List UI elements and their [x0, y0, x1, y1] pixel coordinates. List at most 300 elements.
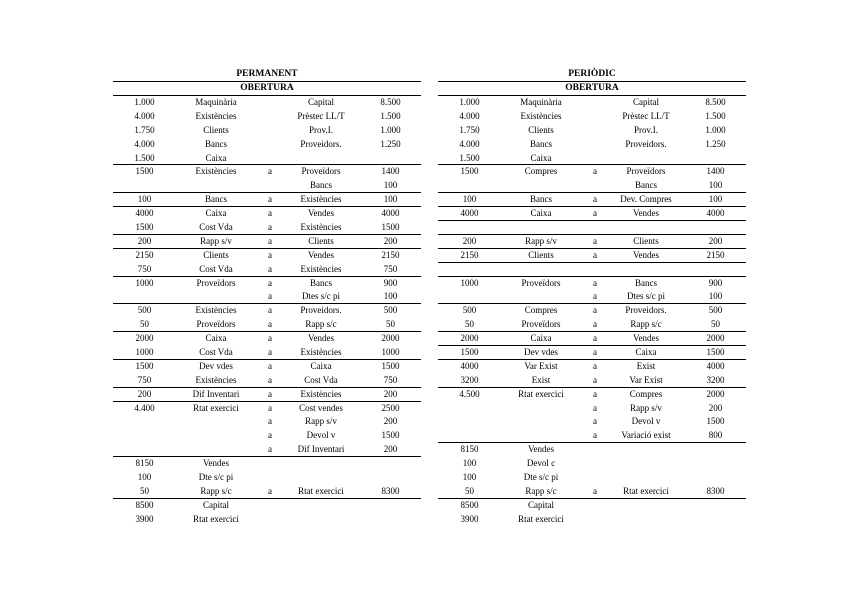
debit-amount: 1.000 — [134, 97, 155, 107]
table-row — [438, 207, 746, 221]
credit-account: Devol v — [306, 430, 336, 441]
debit-amount: 1500 — [135, 360, 154, 371]
credit-amount: 4000 — [381, 208, 400, 219]
credit-amount: 800 — [708, 430, 723, 441]
debit-account: Exist — [531, 374, 551, 385]
debit-account: Caixa — [205, 333, 227, 344]
table-row — [113, 152, 421, 166]
credit-amount: 100 — [708, 180, 723, 191]
debit-amount: 750 — [137, 374, 152, 385]
table-row — [438, 193, 746, 207]
debit-amount: 1.500 — [459, 152, 480, 163]
credit-amount: 500 — [708, 305, 723, 316]
link-word: a — [268, 277, 272, 288]
credit-amount: 1.000 — [380, 124, 401, 135]
table-row — [438, 346, 746, 360]
debit-amount: 1500 — [460, 347, 479, 358]
credit-amount: 100 — [708, 194, 723, 205]
debit-account: Vendes — [203, 458, 229, 469]
debit-account: Capital — [528, 499, 554, 510]
debit-amount: 4.000 — [134, 110, 155, 121]
credit-amount: 4000 — [706, 360, 725, 371]
table-row — [438, 165, 746, 179]
table-row — [113, 96, 421, 110]
table-row — [438, 499, 746, 513]
credit-account: Prèstec LL/T — [297, 110, 345, 121]
credit-account: Vendes — [308, 249, 334, 260]
debit-account: Bancs — [205, 138, 227, 149]
credit-account: Dtes s/c pi — [627, 291, 665, 302]
credit-amount: 200 — [383, 388, 398, 399]
credit-account: Existències — [300, 194, 342, 205]
table-row — [113, 346, 421, 360]
credit-account: Bancs — [310, 180, 332, 191]
debit-amount: 3900 — [135, 513, 154, 524]
table-row — [438, 179, 746, 193]
link-word: a — [593, 416, 597, 427]
link-word: a — [268, 305, 272, 316]
debit-amount: 1.500 — [134, 152, 155, 163]
link-word: a — [268, 208, 272, 219]
debit-account: Var Exist — [524, 360, 558, 371]
debit-amount: 8500 — [460, 499, 479, 510]
table-row — [113, 457, 421, 471]
credit-account: Clients — [308, 235, 334, 246]
credit-account: Exist — [636, 360, 656, 371]
debit-amount: 2000 — [460, 333, 479, 344]
credit-amount: 200 — [708, 402, 723, 413]
table-row — [438, 318, 746, 332]
table-row — [438, 457, 746, 471]
table-row — [438, 263, 746, 277]
credit-account: Vendes — [308, 208, 334, 219]
debit-account: Bancs — [205, 194, 227, 205]
link-word: a — [593, 319, 597, 330]
credit-account: Compres — [629, 388, 663, 399]
link-word: a — [593, 235, 597, 246]
credit-account: Proveidors. — [300, 305, 342, 316]
credit-amount: 100 — [383, 180, 398, 191]
table-row — [438, 388, 746, 402]
debit-amount: 1.750 — [459, 124, 480, 135]
debit-amount: 1500 — [460, 166, 479, 177]
credit-amount: 100 — [383, 291, 398, 302]
debit-account: Caixa — [205, 152, 227, 163]
credit-amount: 1.250 — [705, 138, 726, 149]
debit-account: Vendes — [528, 444, 554, 455]
debit-amount: 500 — [462, 305, 477, 316]
debit-account: Dev vdes — [524, 347, 558, 358]
credit-amount: 900 — [383, 277, 398, 288]
credit-account: Vendes — [633, 333, 659, 344]
credit-amount: 1500 — [706, 347, 725, 358]
credit-account: Rapp s/c — [630, 319, 662, 330]
link-word: a — [268, 388, 272, 399]
table-row — [113, 374, 421, 388]
table-row — [113, 332, 421, 346]
credit-account: Devol v — [631, 416, 661, 427]
debit-amount: 50 — [465, 485, 474, 496]
table-row — [113, 304, 421, 318]
debit-amount: 1.000 — [459, 97, 480, 107]
debit-account: Cost Vda — [199, 222, 233, 233]
table-row — [438, 332, 746, 346]
credit-account: Bancs — [635, 277, 657, 288]
debit-amount: 3900 — [460, 513, 479, 524]
credit-account: Clients — [633, 235, 659, 246]
table-row — [438, 138, 746, 152]
table-row — [113, 263, 421, 277]
debit-account: Maquinària — [520, 97, 562, 107]
credit-amount: 8300 — [706, 485, 725, 496]
credit-account: Vendes — [308, 333, 334, 344]
link-word: a — [268, 444, 272, 455]
debit-amount: 50 — [140, 319, 149, 330]
credit-account: Existències — [300, 347, 342, 358]
credit-account: Proveïdors — [301, 166, 341, 177]
credit-amount: 2000 — [706, 333, 725, 344]
debit-amount: 200 — [137, 388, 152, 399]
credit-account: Bancs — [310, 277, 332, 288]
credit-amount: 1500 — [706, 416, 725, 427]
credit-account: Rtat exercici — [623, 485, 669, 496]
table-row — [113, 402, 421, 416]
credit-amount: 4000 — [706, 208, 725, 219]
debit-account: Proveïdors — [521, 277, 561, 288]
link-word: a — [268, 416, 272, 427]
debit-account: Caixa — [530, 208, 552, 219]
link-word: a — [593, 305, 597, 316]
link-word: a — [268, 194, 272, 205]
table-row — [113, 193, 421, 207]
debit-account: Rtat exercici — [518, 388, 564, 399]
link-word: a — [268, 166, 272, 177]
table-row — [438, 235, 746, 249]
table-row — [113, 499, 421, 513]
debit-amount: 1500 — [135, 222, 154, 233]
credit-account: Prèstec LL/T — [622, 110, 670, 121]
table-row — [113, 471, 421, 485]
debit-account: Capital — [203, 499, 229, 510]
link-word: a — [268, 402, 272, 413]
table-row — [113, 290, 421, 304]
debit-account: Caixa — [530, 333, 552, 344]
table-row — [113, 110, 421, 124]
credit-amount: 1.500 — [705, 110, 726, 121]
debit-amount: 3200 — [460, 374, 479, 385]
debit-account: Caixa — [530, 152, 552, 163]
debit-account: Existències — [195, 305, 237, 316]
debit-account: Existències — [195, 166, 237, 177]
debit-amount: 4.000 — [459, 138, 480, 149]
table-row — [113, 165, 421, 179]
link-word: a — [593, 291, 597, 302]
table-row — [438, 429, 746, 443]
link-word: a — [268, 319, 272, 330]
debit-amount: 750 — [137, 263, 152, 274]
credit-amount: 8.500 — [705, 97, 726, 107]
link-word: a — [268, 249, 272, 260]
credit-account: Proveidors. — [625, 305, 667, 316]
credit-amount: 1400 — [706, 166, 725, 177]
debit-amount: 1000 — [460, 277, 479, 288]
credit-account: Cost Vda — [304, 374, 338, 385]
debit-account: Proveïdors — [521, 319, 561, 330]
table-row — [113, 207, 421, 221]
link-word: a — [593, 333, 597, 344]
link-word: a — [593, 388, 597, 399]
link-word: a — [593, 347, 597, 358]
table-row — [113, 124, 421, 138]
debit-account: Bancs — [530, 194, 552, 205]
debit-amount: 4.000 — [134, 138, 155, 149]
link-word: a — [593, 277, 597, 288]
debit-account: Cost Vda — [199, 263, 233, 274]
table-row — [113, 277, 421, 291]
debit-account: Rapp s/v — [525, 235, 557, 246]
credit-account: Rapp s/v — [630, 402, 662, 413]
debit-account: Clients — [203, 249, 229, 260]
credit-account: Caixa — [310, 360, 332, 371]
credit-amount: 500 — [383, 305, 398, 316]
debit-amount: 1500 — [135, 166, 154, 177]
panel-subtitle: OBERTURA — [438, 82, 746, 96]
table-row — [113, 179, 421, 193]
link-word: a — [593, 249, 597, 260]
credit-account: Proveïdors — [626, 166, 666, 177]
debit-account: Clients — [203, 124, 229, 135]
credit-amount: 2500 — [381, 402, 400, 413]
table-row — [438, 304, 746, 318]
debit-account: Dte s/c pi — [523, 472, 559, 483]
credit-account: Capital — [308, 97, 334, 107]
debit-account: Rapp s/c — [200, 485, 232, 496]
debit-account: Dev vdes — [199, 360, 233, 371]
credit-account: Capital — [633, 97, 659, 107]
credit-amount: 750 — [383, 263, 398, 274]
credit-account: Prov.I. — [309, 124, 333, 135]
credit-account: Variació exist — [621, 430, 671, 441]
table-row — [438, 402, 746, 416]
debit-amount: 4000 — [460, 208, 479, 219]
credit-amount: 1.250 — [380, 138, 401, 149]
debit-account: Existències — [195, 374, 237, 385]
table-row — [438, 415, 746, 429]
table-row — [113, 415, 421, 429]
link-word: a — [268, 347, 272, 358]
link-word: a — [268, 235, 272, 246]
credit-amount: 200 — [383, 444, 398, 455]
debit-amount: 8150 — [135, 458, 154, 469]
debit-amount: 8500 — [135, 499, 154, 510]
debit-amount: 4.500 — [459, 388, 480, 399]
credit-amount: 2000 — [706, 388, 725, 399]
table-row — [113, 138, 421, 152]
debit-account: Clients — [528, 249, 554, 260]
link-word: a — [593, 485, 597, 496]
debit-account: Dte s/c pi — [198, 472, 234, 483]
debit-amount: 200 — [137, 235, 152, 246]
credit-amount: 2150 — [706, 249, 725, 260]
debit-account: Rapp s/v — [200, 235, 232, 246]
table-row — [113, 513, 421, 527]
debit-account: Proveïdors — [196, 277, 236, 288]
credit-account: Caixa — [635, 347, 657, 358]
table-row — [113, 360, 421, 374]
link-word: a — [593, 360, 597, 371]
panel-title: PERIÒDIC — [438, 68, 746, 82]
link-word: a — [268, 374, 272, 385]
debit-amount: 100 — [462, 472, 477, 483]
debit-account: Clients — [528, 124, 554, 135]
credit-account: Rapp s/v — [305, 416, 337, 427]
debit-amount: 50 — [140, 485, 149, 496]
link-word: a — [268, 291, 272, 302]
periodic-panel — [438, 68, 746, 527]
table-row — [438, 110, 746, 124]
credit-amount: 8.500 — [380, 97, 401, 107]
debit-amount: 1000 — [135, 277, 154, 288]
debit-account: Compres — [524, 305, 558, 316]
link-word: a — [593, 430, 597, 441]
credit-amount: 1500 — [381, 430, 400, 441]
link-word: a — [593, 166, 597, 177]
credit-account: Existències — [300, 388, 342, 399]
journal-entries — [113, 96, 421, 527]
credit-amount: 1500 — [381, 360, 400, 371]
table-row — [438, 277, 746, 291]
table-row — [438, 443, 746, 457]
credit-amount: 200 — [383, 416, 398, 427]
table-row — [438, 471, 746, 485]
debit-amount: 50 — [465, 319, 474, 330]
debit-account: Devol c — [526, 458, 556, 469]
debit-amount: 2150 — [460, 249, 479, 260]
table-row — [113, 318, 421, 332]
credit-amount: 1500 — [381, 222, 400, 233]
table-row — [438, 360, 746, 374]
credit-amount: 750 — [383, 374, 398, 385]
table-row — [438, 221, 746, 235]
credit-account: Existències — [300, 222, 342, 233]
debit-amount: 100 — [462, 458, 477, 469]
credit-amount: 100 — [383, 194, 398, 205]
credit-amount: 200 — [708, 235, 723, 246]
credit-amount: 900 — [708, 277, 723, 288]
link-word: a — [593, 208, 597, 219]
credit-amount: 2000 — [381, 333, 400, 344]
debit-amount: 2150 — [135, 249, 154, 260]
journal-entries — [438, 96, 746, 527]
credit-account: Vendes — [633, 208, 659, 219]
debit-amount: 500 — [137, 305, 152, 316]
table-row — [438, 374, 746, 388]
debit-account: Dif Inventari — [192, 388, 240, 399]
table-row — [438, 152, 746, 166]
debit-account: Rtat exercici — [518, 513, 564, 524]
credit-account: Dtes s/c pi — [302, 291, 340, 302]
link-word: a — [268, 360, 272, 371]
credit-account: Proveidors. — [300, 138, 342, 149]
debit-account: Maquinària — [195, 97, 237, 107]
permanent-panel — [113, 68, 421, 527]
debit-amount: 4.400 — [134, 402, 155, 413]
credit-account: Cost vendes — [299, 402, 343, 413]
credit-account: Dif Inventari — [297, 444, 345, 455]
debit-amount: 2000 — [135, 333, 154, 344]
credit-amount: 1000 — [381, 347, 400, 358]
debit-amount: 100 — [462, 194, 477, 205]
credit-amount: 200 — [383, 235, 398, 246]
credit-amount: 50 — [711, 319, 720, 330]
credit-account: Rtat exercici — [298, 485, 344, 496]
link-word: a — [593, 374, 597, 385]
credit-account: Proveidors. — [625, 138, 667, 149]
debit-account: Existències — [520, 110, 562, 121]
debit-amount: 100 — [137, 472, 152, 483]
panel-subtitle: OBERTURA — [113, 82, 421, 96]
debit-account: Cost Vda — [199, 347, 233, 358]
table-row — [438, 485, 746, 499]
credit-amount: 50 — [386, 319, 395, 330]
debit-account: Rtat exercici — [193, 402, 239, 413]
table-row — [113, 221, 421, 235]
debit-account: Proveïdors — [196, 319, 236, 330]
credit-amount: 100 — [708, 291, 723, 302]
credit-amount: 1400 — [381, 166, 400, 177]
credit-account: Var Exist — [629, 374, 663, 385]
debit-account: Compres — [524, 166, 558, 177]
credit-amount: 1.500 — [380, 110, 401, 121]
link-word: a — [268, 263, 272, 274]
credit-amount: 1.000 — [705, 124, 726, 135]
table-row — [113, 429, 421, 443]
credit-account: Prov.I. — [634, 124, 658, 135]
link-word: a — [268, 222, 272, 233]
debit-account: Rtat exercici — [193, 513, 239, 524]
credit-account: Vendes — [633, 249, 659, 260]
credit-account: Dev. Compres — [620, 194, 672, 205]
table-row — [113, 443, 421, 457]
debit-amount: 1.750 — [134, 124, 155, 135]
credit-account: Existències — [300, 263, 342, 274]
panel-title: PERMANENT — [113, 68, 421, 82]
debit-account: Rapp s/c — [525, 485, 557, 496]
table-row — [438, 124, 746, 138]
credit-account: Bancs — [635, 180, 657, 191]
link-word: a — [268, 485, 272, 496]
debit-account: Caixa — [205, 208, 227, 219]
debit-amount: 4000 — [460, 360, 479, 371]
link-word: a — [268, 333, 272, 344]
table-row — [113, 249, 421, 263]
credit-amount: 2150 — [381, 249, 400, 260]
table-row — [438, 513, 746, 527]
credit-amount: 3200 — [706, 374, 725, 385]
debit-amount: 1000 — [135, 347, 154, 358]
debit-amount: 4.000 — [459, 110, 480, 121]
debit-account: Existències — [195, 110, 237, 121]
credit-account: Rapp s/c — [305, 319, 337, 330]
table-row — [438, 249, 746, 263]
link-word: a — [593, 194, 597, 205]
table-row — [438, 290, 746, 304]
debit-amount: 100 — [137, 194, 152, 205]
table-row — [113, 235, 421, 249]
debit-amount: 200 — [462, 235, 477, 246]
table-row — [113, 388, 421, 402]
table-row — [113, 485, 421, 499]
